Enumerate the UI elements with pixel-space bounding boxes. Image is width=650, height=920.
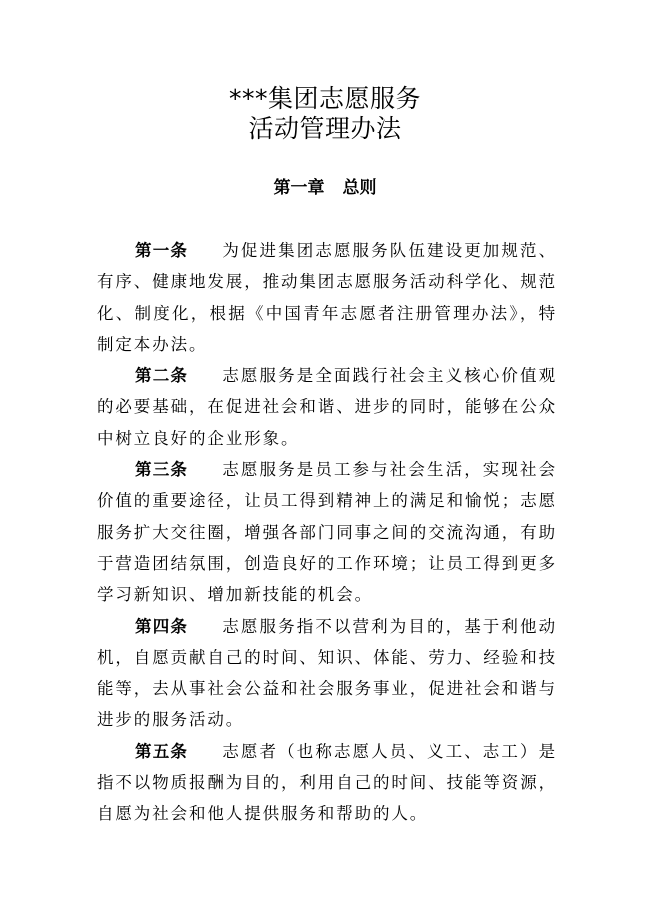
document-title-line1: ***集团志愿服务 — [228, 84, 421, 113]
article-text: 志愿者（也称志愿人员、义工、志工）是指不以物质报酬为目的，利用自己的时间、技能等资源，自愿为社会和他人提供服务和帮助的人。 — [97, 741, 558, 824]
article-4 — [97, 611, 557, 736]
article-label: 第五条 — [135, 741, 189, 761]
article-text: 志愿服务指不以营利为目的，基于利他动机，自愿贡献自己的时间、知识、体能、劳力、经验和技能等，去从事社会公益和社会服务事业，促进社会和谐与进步的服务活动。 — [97, 616, 558, 730]
article-label: 第一条 — [135, 241, 189, 260]
article-2 — [97, 360, 557, 454]
article-label: 第二条 — [135, 366, 189, 386]
article-list — [97, 235, 557, 830]
article-text: 志愿服务是员工参与社会生活，实现社会价值的重要途径，让员工得到精神上的满足和愉悦；志愿服务扩大交往圈，增强各部门同事之间的交流沟通，有助于营造团结氛围，创造良好的工作环境；让员工得到更多学习新知识、增加新技能的机会。 — [97, 460, 558, 605]
chapter-number: 第一章 — [273, 178, 325, 198]
article-1 — [97, 235, 557, 360]
article-3 — [97, 454, 557, 610]
document-title-line2: 活动管理办法 — [248, 114, 402, 143]
article-label: 第三条 — [135, 460, 189, 480]
chapter-heading — [0, 176, 650, 200]
article-text: 为促进集团志愿服务队伍建设更加规范、有序、健康地发展，推动集团志愿服务活动科学化、规范化、制度化，根据《中国青年志愿者注册管理办法》，特制定本办法。 — [97, 241, 558, 354]
article-text: 志愿服务是全面践行社会主义核心价值观的必要基础，在促进社会和谐、进步的同时，能够在公众中树立良好的企业形象。 — [97, 366, 558, 448]
chapter-title: 总则 — [342, 178, 377, 198]
article-label: 第四条 — [135, 616, 189, 636]
article-5 — [97, 736, 557, 830]
